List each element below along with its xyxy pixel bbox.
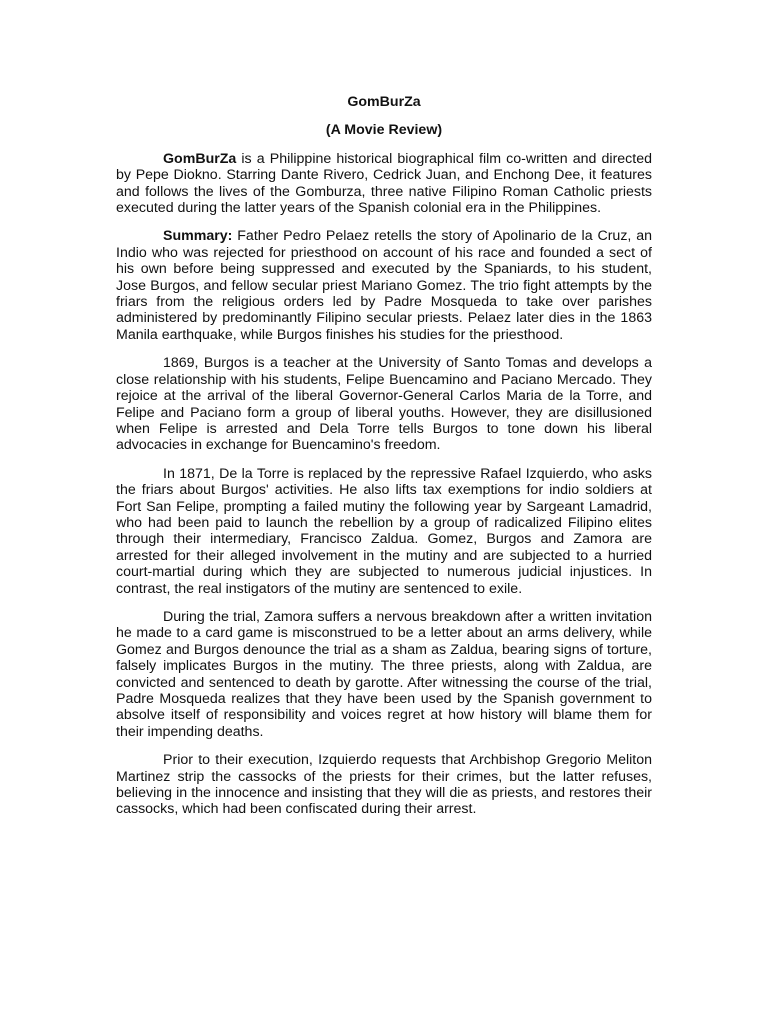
paragraph-trial [116, 609, 652, 740]
paragraph-text: Father Pedro Pelaez retells the story of Apolinario de la Cruz, an Indio who was rejected for priesthood on account of his race and founded a sect of his own before being suppressed and executed by the Spaniards, to his student, Jose Burgos, and fellow secular priest Mariano Gomez. The trio fight attempts by the friars from the religious orders led by Padre Mosqueda to take over parishes administered by predominantly Filipino secular priests. Pelaez later dies in the 1863 Manila earthquake, while Burgos finishes his studies for the priesthood. [116, 228, 652, 343]
paragraph-text: During the trial, Zamora suffers a nervous breakdown after a written invitation he made to a card game is misconstrued to be a letter about an arms delivery, while Gomez and Burgos denounce the trial as a sham as Zaldua, bearing signs of torture, falsely implicates Burgos in the mutiny. The three priests, along with Zaldua, are convicted and sentenced to death by garotte. After witnessing the course of the trial, Padre Mosqueda realizes that they have been used by the Spanish government to absolve itself of responsibility and voices regret at how history will blame them for their impending deaths. [116, 608, 652, 740]
paragraph-1871 [116, 466, 652, 597]
paragraph-text: In 1871, De la Torre is replaced by the repressive Rafael Izquierdo, who asks the friars about Burgos' activities. He also lifts tax exemptions for indio soldiers at Fort San Felipe, prompting a failed mutiny the following year by Sargeant Lamadrid, who had been paid to launch the rebellion by a group of radicalized Filipino elites through their intermediary, Francisco Zaldua. Gomez, Burgos and Zamora are arrested for their alleged involvement in the mutiny and are subjected to a hurried court-martial during which they are subjected to numerous judicial injustices. In contrast, the real instigators of the mutiny are sentenced to exile. [116, 465, 652, 597]
paragraph-lead: GomBurZa [163, 150, 237, 167]
paragraph-text: Prior to their execution, Izquierdo requests that Archbishop Gregorio Meliton Martinez strip the cassocks of the priests for their crimes, but the latter refuses, believing in the innocence and insisting that they will die as priests, and restores their cassocks, which had been confiscated during their arrest. [116, 752, 652, 818]
paragraph-text: 1869, Burgos is a teacher at the University of Santo Tomas and develops a close relationship with his students, Felipe Buencamino and Paciano Mercado. They rejoice at the arrival of the liberal Governor-General Carlos Maria de la Torre, and Felipe and Paciano form a group of liberal youths. However, they are disillusioned when Felipe is arrested and Dela Torre tells Burgos to tone down his liberal advocacies in exchange for Buencamino's freedom. [116, 355, 652, 454]
paragraph-1869 [116, 355, 652, 453]
document-subtitle: (A Movie Review) [325, 122, 443, 139]
paragraph-intro [116, 151, 652, 217]
paragraph-lead: Summary: [163, 228, 233, 245]
document-title: GomBurZa [347, 94, 421, 110]
paragraph-execution [116, 752, 652, 818]
paragraph-text: is a Philippine historical biographical film co-written and directed by Pepe Diokno. Starring Dante Rivero, Cedrick Juan, and Enchong Dee, it features and follows the lives of the Gomburza, three native Filipino Roman Catholic priests executed during the latter years of the Spanish colonial era in the Philippines. [116, 150, 652, 217]
paragraph-summary [116, 228, 652, 343]
